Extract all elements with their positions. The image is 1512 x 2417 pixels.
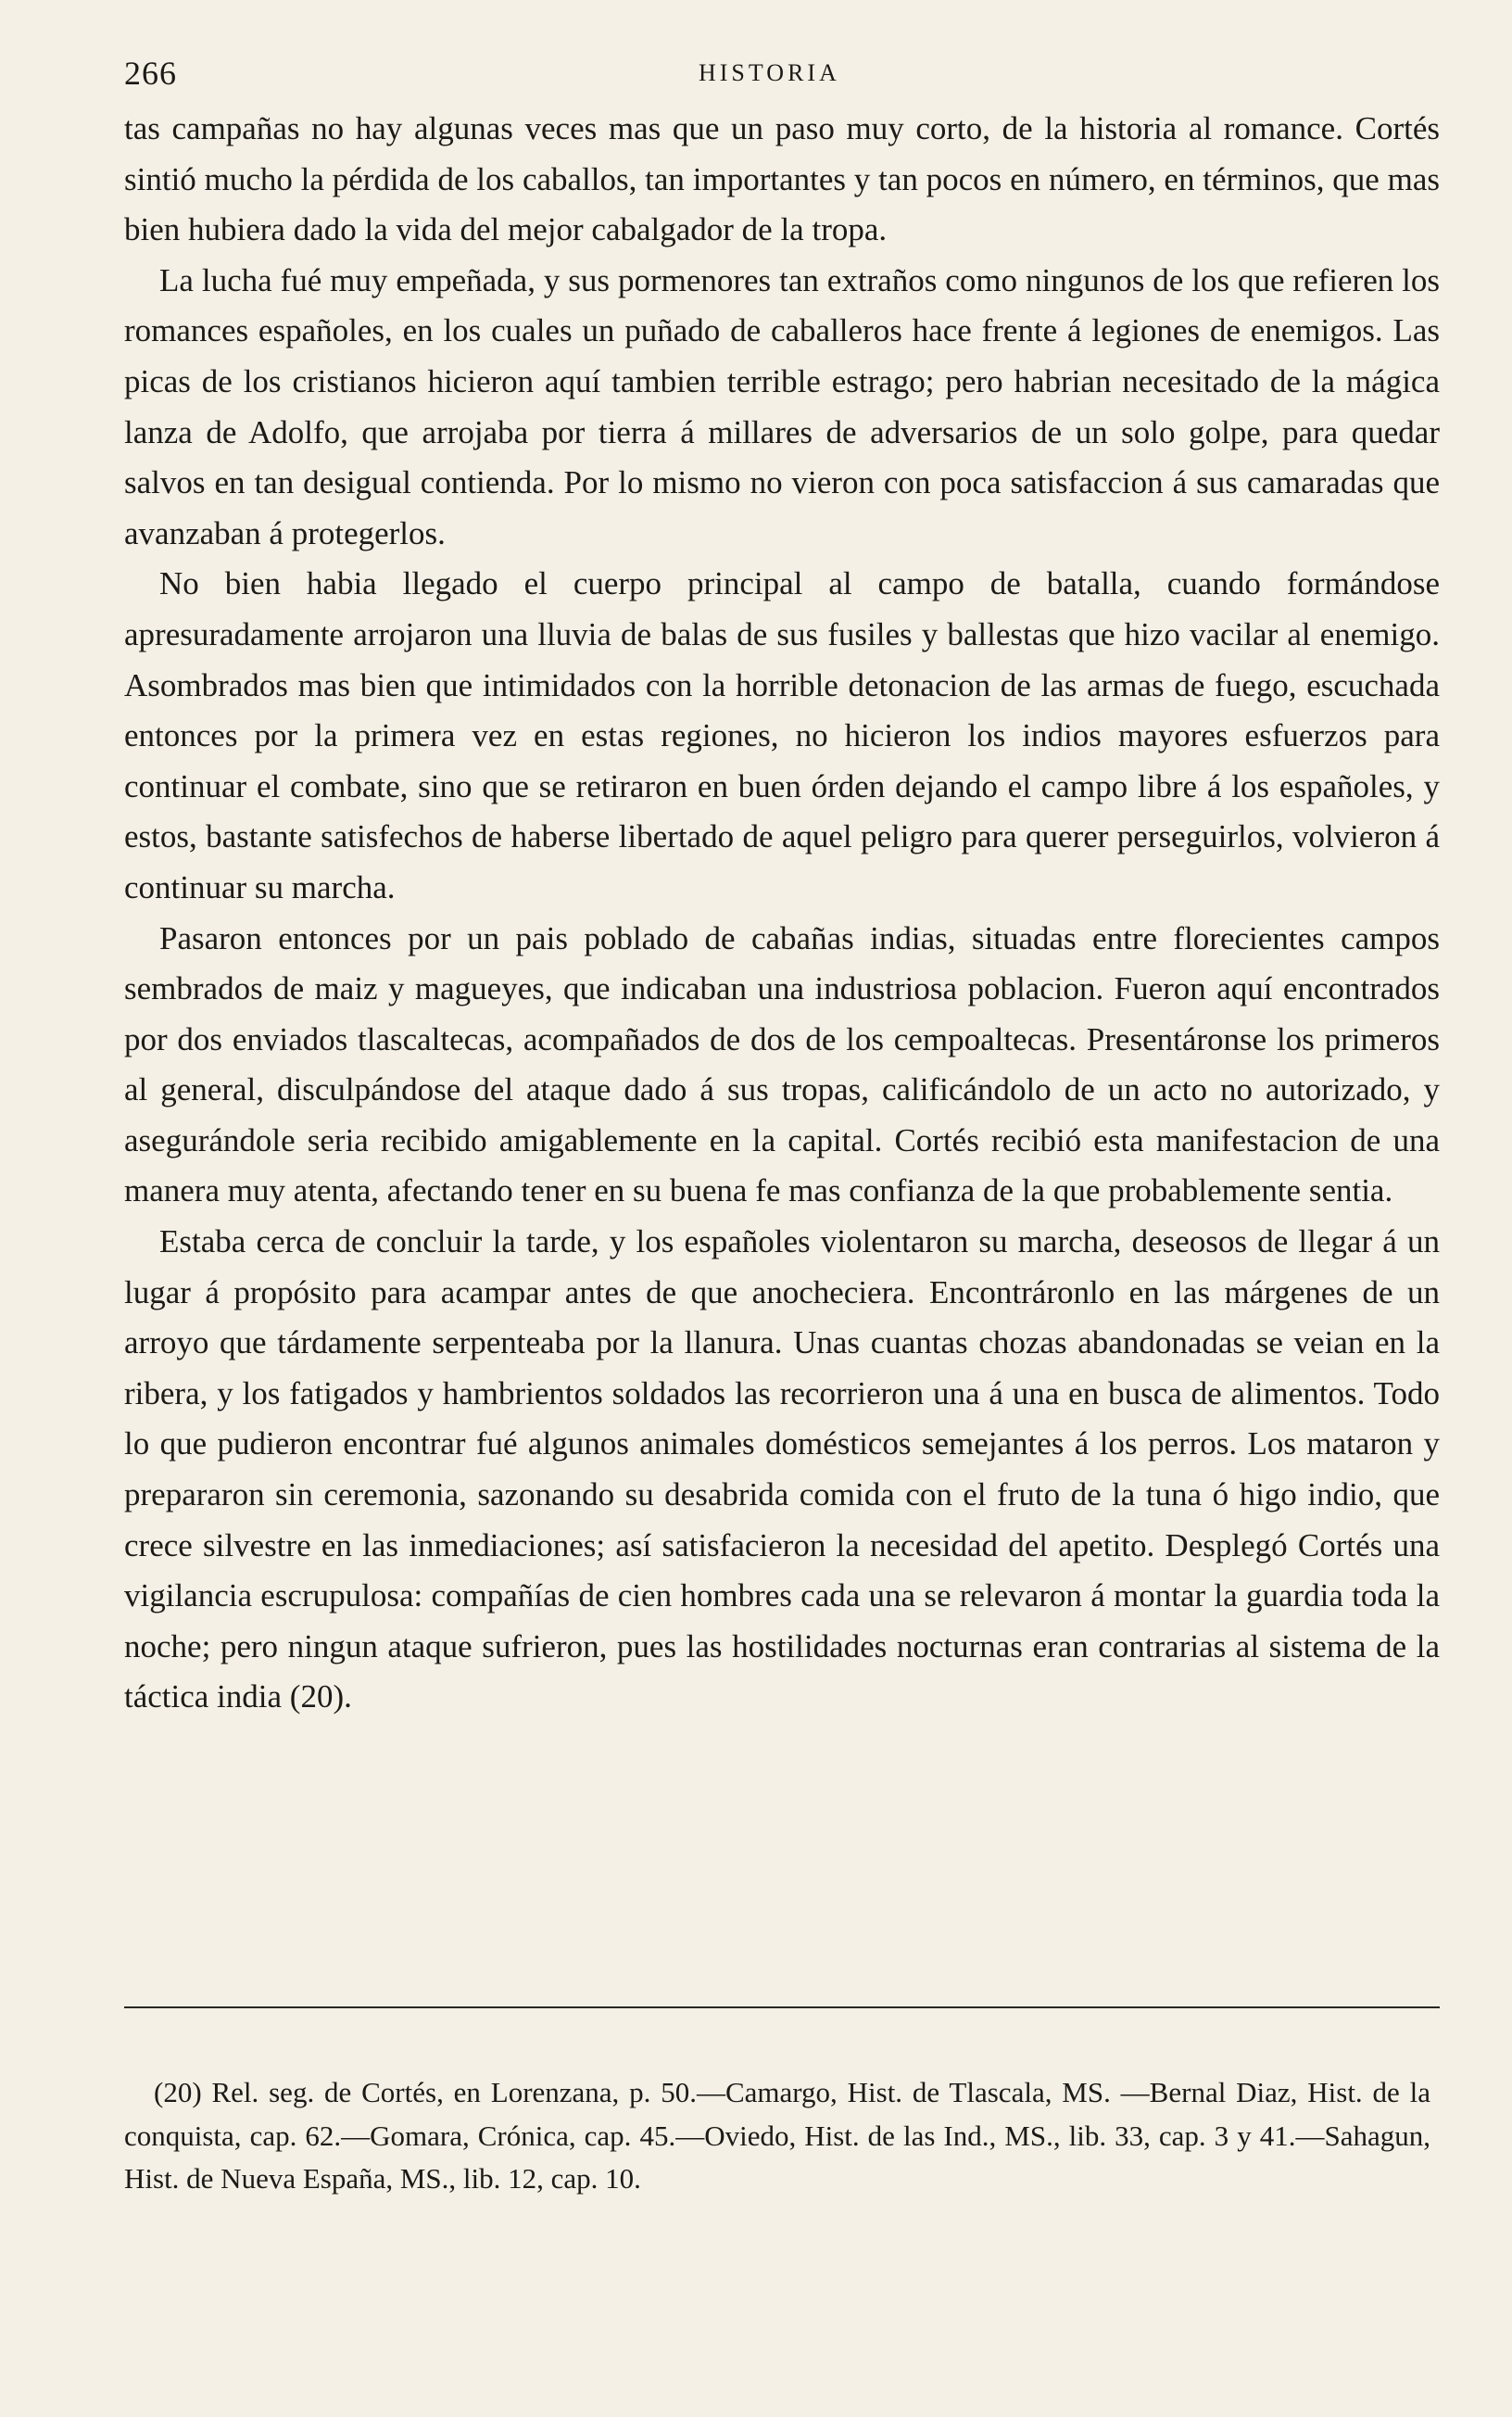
paragraph: Pasaron entonces por un pais poblado de cabañas indias, situadas entre florecientes campos sembrados de maiz y magueyes, que indicaban una industriosa poblacion. Fueron aquí encontrados por dos enviados tlascaltecas, acompañados de dos de los cempoaltecas. Presentáronse los primeros al general, disculpándose del ataque dado á sus tropas, calificándolo de un acto no autorizado, y asegurándole seria recibido amigablemente en la capital. Cortés recibió esta manifestacion de una manera muy atenta, afectando tener en su buena fe mas confianza de la que probablemente sentia. (124, 919, 1440, 1209)
page-number: 266 (124, 55, 177, 92)
paragraph-continued: tas campañas no hay algunas veces mas que un paso muy corto, de la historia al romance. Cortés sintió mucho la pérdida de los caballos, tan importantes y tan pocos en número, en términos, que mas bien hubiera dado la vida del mejor cabalgador de la tropa. (124, 110, 1440, 248)
paragraph: No bien habia llegado el cuerpo principal al campo de batalla, cuando formándose apresuradamente arrojaron una lluvia de balas de sus fusiles y ballestas que hizo vacilar al enemigo. Asombrados mas bien que intimidados con la horrible detonacion de las armas de fuego, escuchada entonces por la primera vez en estas regiones, no hicieron los indios mayores esfuerzos para continuar el combate, sino que se retiraron en buen órden dejando el campo libre á los españoles, y estos, bastante satisfechos de haberse libertado de aquel peligro para querer perseguirlos, volvieron á continuar su marcha. (124, 565, 1440, 905)
paragraph: Estaba cerca de concluir la tarde, y los españoles violentaron su marcha, deseosos de llegar á un lugar á propósito para acampar antes de que anocheciera. Encontráronlo en las márgenes de un arroyo que tárdamente serpenteaba por la llanura. Unas cuantas chozas abandonadas se veian en la ribera, y los fatigados y hambrientos soldados las recorrieron una á una en busca de alimentos. Todo lo que pudieron encontrar fué algunos animales domésticos semejantes á los perros. Los mataron y prepararon sin ceremonia, sazonando su desabrida comida con el fruto de la tuna ó higo indio, que crece silvestre en las inmediaciones; así satisfacieron la necesidad del apetito. Desplegó Cortés una vigilancia escrupulosa: compañías de cien hombres cada una se relevaron á montar la guardia toda la noche; pero ningun ataque sufrieron, pues las hostilidades nocturnas eran contrarias al sistema de la táctica india (20). (124, 1223, 1440, 1715)
footnote (124, 2071, 1430, 2201)
footnote-divider (124, 2006, 1440, 2008)
body-text (124, 104, 1440, 1723)
page-header (124, 54, 1440, 91)
running-head: HISTORIA (699, 59, 840, 86)
footnote-text: (20) Rel. seg. de Cortés, en Lorenzana, p. 50.—Camargo, Hist. de Tlascala, MS. —Bernal Diaz, Hist. de la conquista, cap. 62.—Gomara, Crónica, cap. 45.—Oviedo, Hist. de las Ind., MS., lib. 33, cap. 3 y 41.—Sahagun, Hist. de Nueva España, MS., lib. 12, cap. 10. (124, 2076, 1430, 2195)
paragraph: La lucha fué muy empeñada, y sus pormenores tan extraños como ningunos de los que refieren los romances españoles, en los cuales un puñado de caballeros hace frente á legiones de enemigos. Las picas de los cristianos hicieron aquí tambien terrible estrago; pero habrian necesitado de la mágica lanza de Adolfo, que arrojaba por tierra á millares de adversarios de un solo golpe, para quedar salvos en tan desigual contienda. Por lo mismo no vieron con poca satisfaccion á sus camaradas que avanzaban á protegerlos. (124, 261, 1440, 551)
